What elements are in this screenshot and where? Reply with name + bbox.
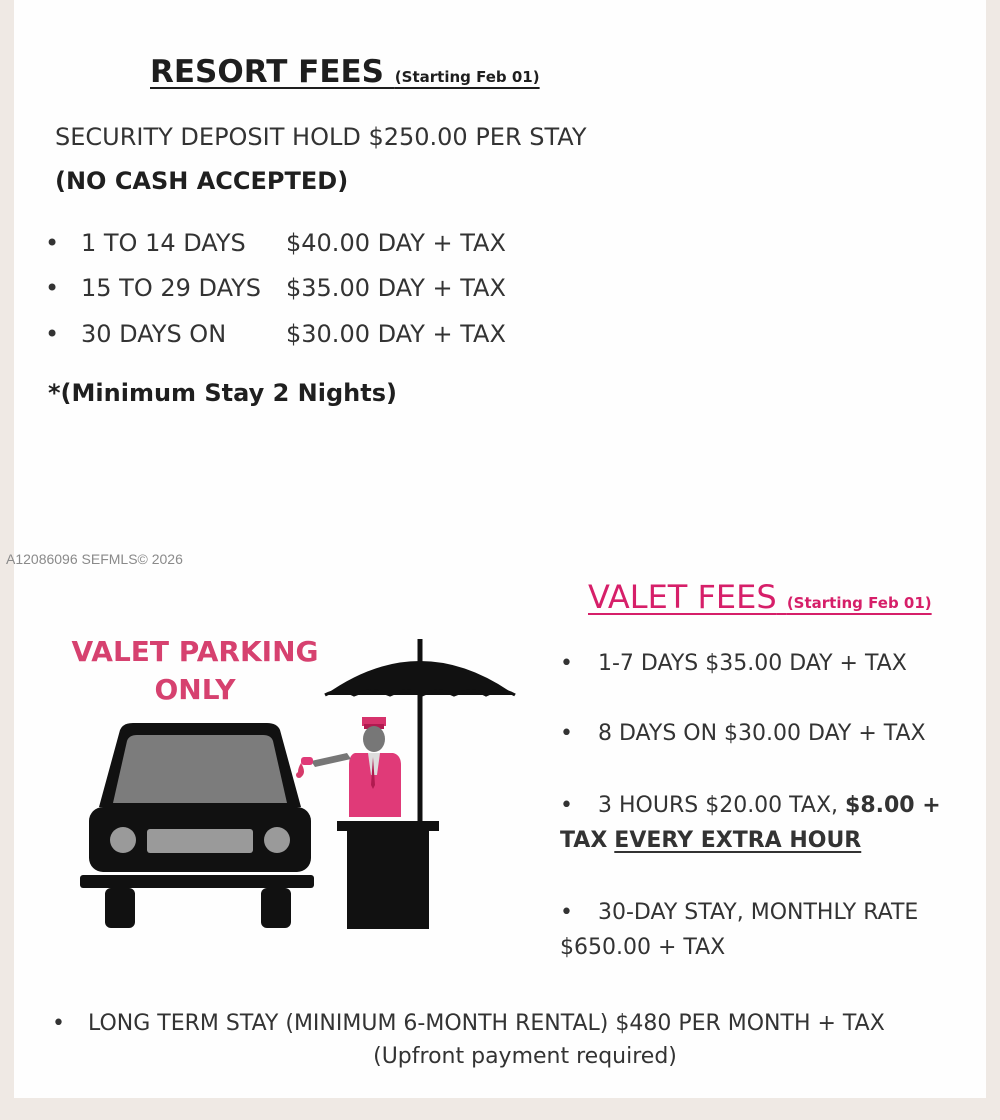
- rate-period: 15 TO 29 DAYS: [81, 274, 262, 302]
- only-line: ONLY: [154, 673, 236, 706]
- every-extra-hour: EVERY EXTRA HOUR: [614, 828, 862, 853]
- valet-monthly-price: $650.00 + TAX: [560, 935, 726, 960]
- no-cash-note: (NO CASH ACCEPTED): [55, 167, 349, 195]
- resort-title-text: RESORT FEES: [150, 54, 384, 90]
- rate-period: 1 TO 14 DAYS: [81, 229, 246, 257]
- bullet-icon: •: [560, 793, 573, 818]
- valet-fees-title: [588, 578, 932, 616]
- minimum-stay-note: *(Minimum Stay 2 Nights): [48, 379, 397, 407]
- valet-title-note: (Starting Feb 01): [786, 594, 932, 612]
- upfront-payment-note: (Upfront payment required): [373, 1044, 677, 1069]
- valet-title-text: VALET FEES: [588, 578, 777, 616]
- valet-rate-text: 8 DAYS ON $30.00 DAY + TAX: [598, 721, 926, 746]
- valet-hourly-item-cont: [560, 828, 861, 853]
- valet-rate-item: [560, 721, 926, 746]
- valet-hourly-item: [560, 793, 941, 818]
- extra-hour-rate: $8.00 +: [845, 793, 941, 818]
- monthly-rate-text: 30-DAY STAY, MONTHLY RATE: [598, 900, 919, 925]
- mls-watermark: A12086096 SEFMLS© 2026: [6, 551, 183, 567]
- security-deposit: SECURITY DEPOSIT HOLD $250.00 PER STAY: [55, 123, 587, 151]
- hourly-rate-text: 3 HOURS $20.00 TAX,: [598, 793, 839, 818]
- bullet-icon: •: [560, 900, 573, 925]
- resort-title-note: (Starting Feb 01): [394, 68, 540, 86]
- bullet-icon: •: [45, 320, 60, 348]
- rate-price: $35.00 DAY + TAX: [286, 274, 506, 302]
- long-term-stay-item: [52, 1011, 885, 1036]
- car-icon: [80, 723, 314, 928]
- resort-rate-item: [45, 274, 506, 302]
- valet-rate-text: 1-7 DAYS $35.00 DAY + TAX: [598, 651, 907, 676]
- valet-attendant-icon: [296, 717, 401, 817]
- long-term-text: LONG TERM STAY (MINIMUM 6-MONTH RENTAL) $480 PER MONTH + TAX: [88, 1011, 885, 1036]
- bullet-icon: •: [52, 1011, 65, 1036]
- bullet-icon: •: [45, 229, 60, 257]
- valet-rate-item: [560, 651, 907, 676]
- valet-monthly-item: [560, 900, 918, 925]
- tax-label: TAX: [560, 828, 608, 853]
- bullet-icon: •: [560, 721, 573, 746]
- valet-illustration: [75, 635, 525, 935]
- resort-fees-title: [150, 54, 540, 90]
- bullet-icon: •: [560, 651, 573, 676]
- resort-rate-item: [45, 229, 506, 257]
- bullet-icon: •: [45, 274, 60, 302]
- valet-podium-icon: [337, 821, 439, 929]
- rate-period: 30 DAYS ON: [81, 320, 227, 348]
- resort-rate-item: [45, 320, 506, 348]
- valet-parking-line: VALET PARKING: [71, 635, 319, 668]
- rate-price: $40.00 DAY + TAX: [286, 229, 506, 257]
- rate-price: $30.00 DAY + TAX: [286, 320, 506, 348]
